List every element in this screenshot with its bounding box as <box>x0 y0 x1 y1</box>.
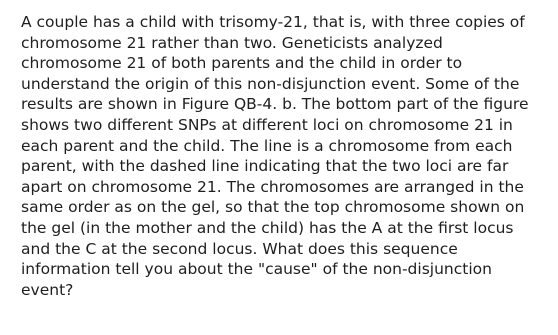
question-text: A couple has a child with trisomy-21, that is, with three copies of chromosome 21 rather than two. Geneticists analyzed chromosome 21 of both parents and the child in order to understand the origin of this non-disjunction event. Some of the results are shown in Figure QB-4. b. The bottom part of the figure shows two different SNPs at different loci on chromosome 21 in each parent and the child. The line is a chromosome from each parent, with the dashed line indicating that the two loci are far apart on chromosome 21. The chromosomes are arranged in the same order as on the gel, so that the top chromosome shown on the gel (in the mother and the child) has the A at the first locus and the C at the second locus. What does this sequence information tell you about the "cause" of the non-disjunction event? <box>21 13 529 299</box>
